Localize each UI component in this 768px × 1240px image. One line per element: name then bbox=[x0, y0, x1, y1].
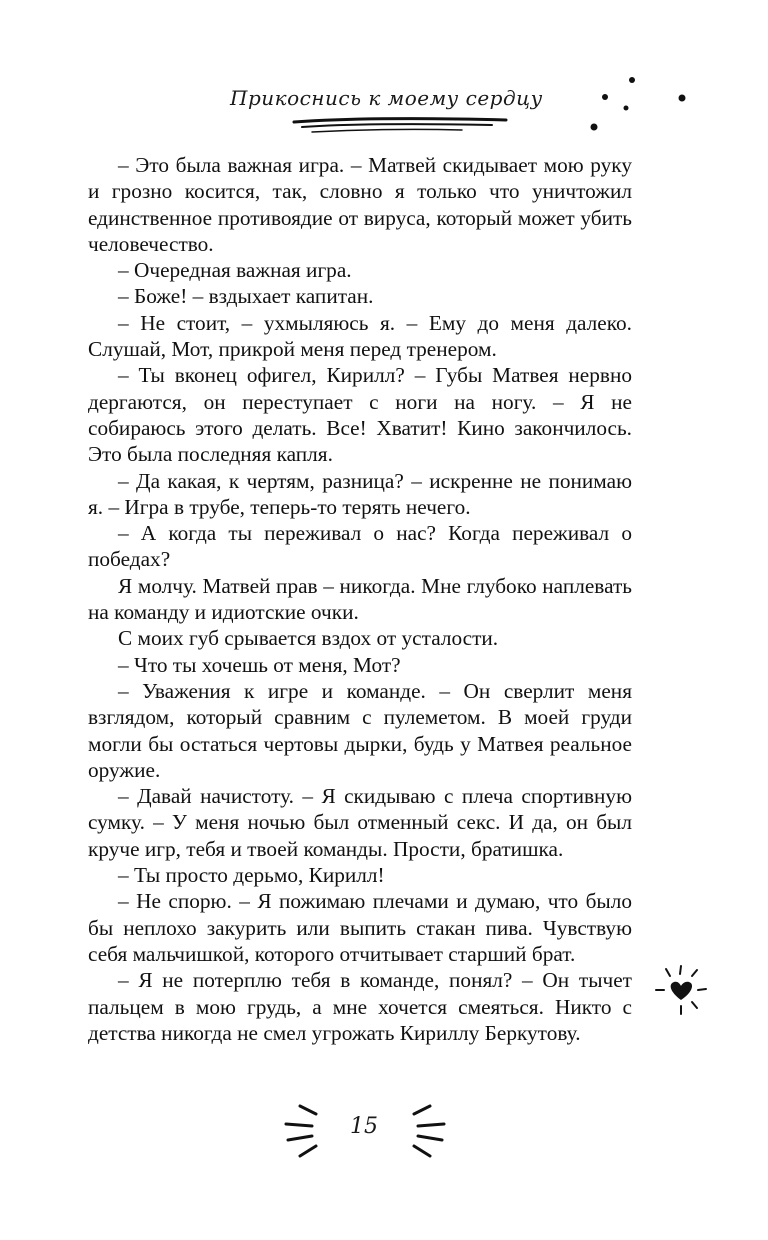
page-number: 15 bbox=[350, 1114, 378, 1139]
paragraph: – Ты вконец офигел, Кирилл? – Губы Матвея нервно дергаются, он переступает с ноги на ногу. – Я не собираюсь этого делать. Все! Хватит! Кино закончилось. Это была последняя капля. bbox=[88, 363, 632, 467]
scribble-underline-icon bbox=[292, 114, 512, 136]
paragraph: – А когда ты переживал о нас? Когда переживал о победах? bbox=[88, 521, 632, 572]
paragraph: – Что ты хочешь от меня, Мот? bbox=[118, 652, 401, 677]
paragraph: – Я не потерплю тебя в команде, понял? – Он тычет пальцем в мою грудь, а мне хочется смеяться. Никто с детства никогда не смел угрожать Кириллу Беркутову. bbox=[88, 968, 632, 1045]
paragraph: – Давай начистоту. – Я скидываю с плеча спортивную сумку. – У меня ночью был отменный секс. И да, он был круче игр, тебя и твоей команды. Прости, братишка. bbox=[88, 784, 632, 861]
paragraph: – Не спорю. – Я пожимаю плечами и думаю, что было бы неплохо закурить или выпить стакан пива. Чувствую себя мальчишкой, которого отчитывает старший брат. bbox=[88, 889, 632, 966]
paragraph: – Уважения к игре и команде. – Он сверлит меня взглядом, который сравним с пулеметом. В моей груди могли бы остаться чертовы дырки, будь у Матвея реальное оружие. bbox=[88, 678, 632, 782]
paragraph: – Очередная важная игра. bbox=[118, 258, 352, 283]
paragraph: Я молчу. Матвей прав – никогда. Мне глубоко наплевать на команду и идиотские очки. bbox=[88, 573, 632, 625]
book-title: Прикоснись к моему сердцу bbox=[230, 86, 543, 110]
paragraph: – Не стоит, – ухмыляюсь я. – Ему до меня далеко. Слушай, Мот, прикрой меня перед тренером. bbox=[88, 310, 632, 362]
paragraph: С моих губ срывается вздох от усталости. bbox=[118, 626, 499, 651]
paragraph: – Боже! – вздыхает капитан. bbox=[118, 284, 374, 309]
body-text bbox=[88, 152, 632, 1046]
paragraph: – Ты просто дерьмо, Кирилл! bbox=[118, 863, 385, 888]
paragraph: – Это была важная игра. – Матвей скидывает мою руку и грозно косится, так, словно я только что уничтожил единственное противоядие от вируса, который может убить человечество. bbox=[88, 153, 632, 256]
page-footer bbox=[280, 1100, 450, 1170]
paragraph: – Да какая, к чертям, разница? – искренне не понимаю я. – Игра в трубе, теперь-то терять нечего. bbox=[88, 468, 632, 519]
running-header bbox=[222, 78, 543, 138]
dots-icon bbox=[590, 70, 700, 140]
heart-icon bbox=[652, 960, 712, 1020]
